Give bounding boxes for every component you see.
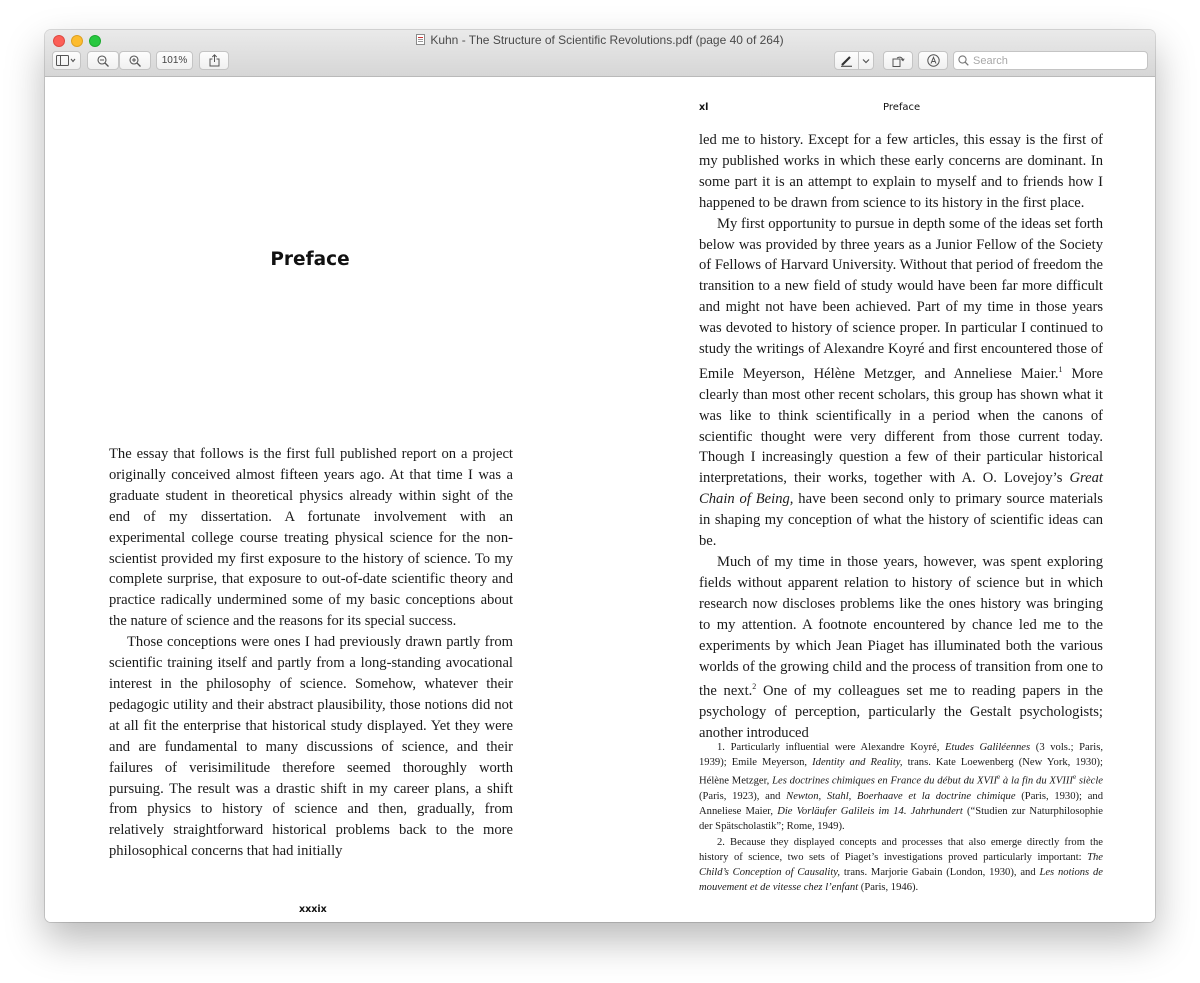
chevron-down-icon [862,58,870,64]
search-field[interactable] [953,51,1148,70]
markup-options-dropdown[interactable] [858,51,874,70]
paragraph: Those conceptions were ones I had previously drawn partly from scientific training itself and partly from a long-standing avocational interest in the philosophy of science. Somehow, whatever their pedagogic utility and their abstract plausibility, those notions did not at all fit the enterprise that historical study displayed. Yet they were and are fundamental to many discussions of science, and their failures of verisimilitude therefore seemed thoroughly worth pursuing. The result was a drastic shift in my career plans, a shift from physics to history of science and then, gradually, from relatively straightforward historical problems back to the more philosophical concerns that had initially [109,634,513,860]
page-left [45,77,600,922]
zoom-in-icon [129,55,141,67]
zoom-level-value: 101% [161,55,188,66]
zoom-level-field[interactable] [156,51,193,70]
paragraph: My first opportunity to pursue in depth some of the ideas set forth below was provided by three years as a Junior Fellow of the Society of Fellows of Harvard University. Without that period of freedom the transition to a new field of study would have been far more difficult and might not have been achieved. Part of my time in those years was devoted to history of science proper. In particular I continued to study the writings of Alexandre Koyré and first encountered those of Emile Meyerson, Hélène Metzger, and Anneliese Maier.$^1$ More clearly than most other recent scholars, this group has shown what it was like to think scientifically in a period when the canons of scientific thought were very different from those current today. Though I increasingly question a few of their particular historical interpretations, their works, together with A. O. Lovejoy’s Great Chain of Being, have been second only to primary source materials in shaping my conception of what the history of scientific ideas can be. [699,215,1103,550]
page-right [600,77,1155,922]
search-input[interactable] [973,55,1143,67]
paragraph: Much of my time in those years, however, was spent exploring fields without apparent relation to history of science but in which research now discloses problems like the ones history was bringing to my attention. A footnote encountered by chance led me to the experiments by which Jean Piaget has illuminated both the various worlds of the growing child and the process of transition from one to the next.$^2$ One of my colleagues set me to reading papers in the psychology of perception, particularly the Gestalt psychologists; another introduced [699,553,1103,742]
running-head-page-number: xl [699,102,709,113]
share-icon [209,54,220,67]
markup-icon [927,54,940,67]
search-icon [958,55,969,66]
rotate-icon [892,55,905,67]
zoom-in-button[interactable] [119,51,151,70]
pen-icon [840,55,853,67]
share-button[interactable] [199,51,229,70]
running-head-title: Preface [883,102,921,113]
footnote-2: 2. Because they displayed concepts and processes that also emerge directly from the history of science, two sets of Piaget’s investigations proved particularly important: The Child’s Conception of Causality, trans. Marjorie Gabain (London, 1930), and Les notions de mouvement et de vitesse chez l’enfant (Paris, 1946). [699,836,1103,893]
footnotes [699,740,1103,896]
markup-toolbar-button[interactable] [918,51,948,70]
left-page-body [109,444,513,862]
chapter-title: Preface [270,249,350,270]
document-view[interactable] [45,77,1155,922]
preview-window [45,30,1155,922]
title-bar[interactable] [45,30,1155,77]
markup-pen-button[interactable] [834,51,859,70]
sidebar-icon [56,55,78,66]
footnote-reference-2: 2 [752,682,757,692]
zoom-out-button[interactable] [87,51,119,70]
sidebar-view-button[interactable] [52,51,81,70]
right-page-body [699,130,1103,744]
window-title-text: Kuhn - The Structure of Scientific Revolutions.pdf (page 40 of 264) [430,33,784,47]
rotate-button[interactable] [883,51,913,70]
pdf-document-icon [416,34,425,45]
page-number: xxxix [299,904,327,915]
footnote-1: 1. Particularly influential were Alexandre Koyré, Etudes Galiléennes (3 vols.; Paris, 1939); Emile Meyerson, Identity and Reality, trans. Kate Loewenberg (New York, 1930); Hélène Metzger, Les doctrines chimiques en France du début du XVIIe à la fin du XVIIIe siècle (Paris, 1923), and Newton, Stahl, Boerhaave et la doctrine chimique (Paris, 1930); and Anneliese Maier, Die Vorläufer Galileis im 14. Jahrhundert (“Studien zur Naturphilosophie der Spätscholastik”; Rome, 1949). [699,742,1104,832]
footnote-reference-1: 1 [1058,364,1063,374]
paragraph: The essay that follows is the first full published report on a project originally conceived almost fifteen years ago. At that time I was a graduate student in theoretical physics already within sight of the end of my dissertation. A fortunate involvement with an experimental college course treating physical science for the non-scientist provided my first exposure to the history of science. To my complete surprise, that exposure to out-of-date scientific theory and practice radically undermined some of my basic conceptions about the nature of science and the reasons for its special success. [109,446,513,630]
window-title [45,33,1155,47]
zoom-out-icon [97,55,109,67]
paragraph: led me to history. Except for a few articles, this essay is the first of my published works in which these early concerns are dominant. In some part it is an attempt to explain to myself and to friends how I happened to be drawn from science to its history in the first place. [699,132,1103,211]
